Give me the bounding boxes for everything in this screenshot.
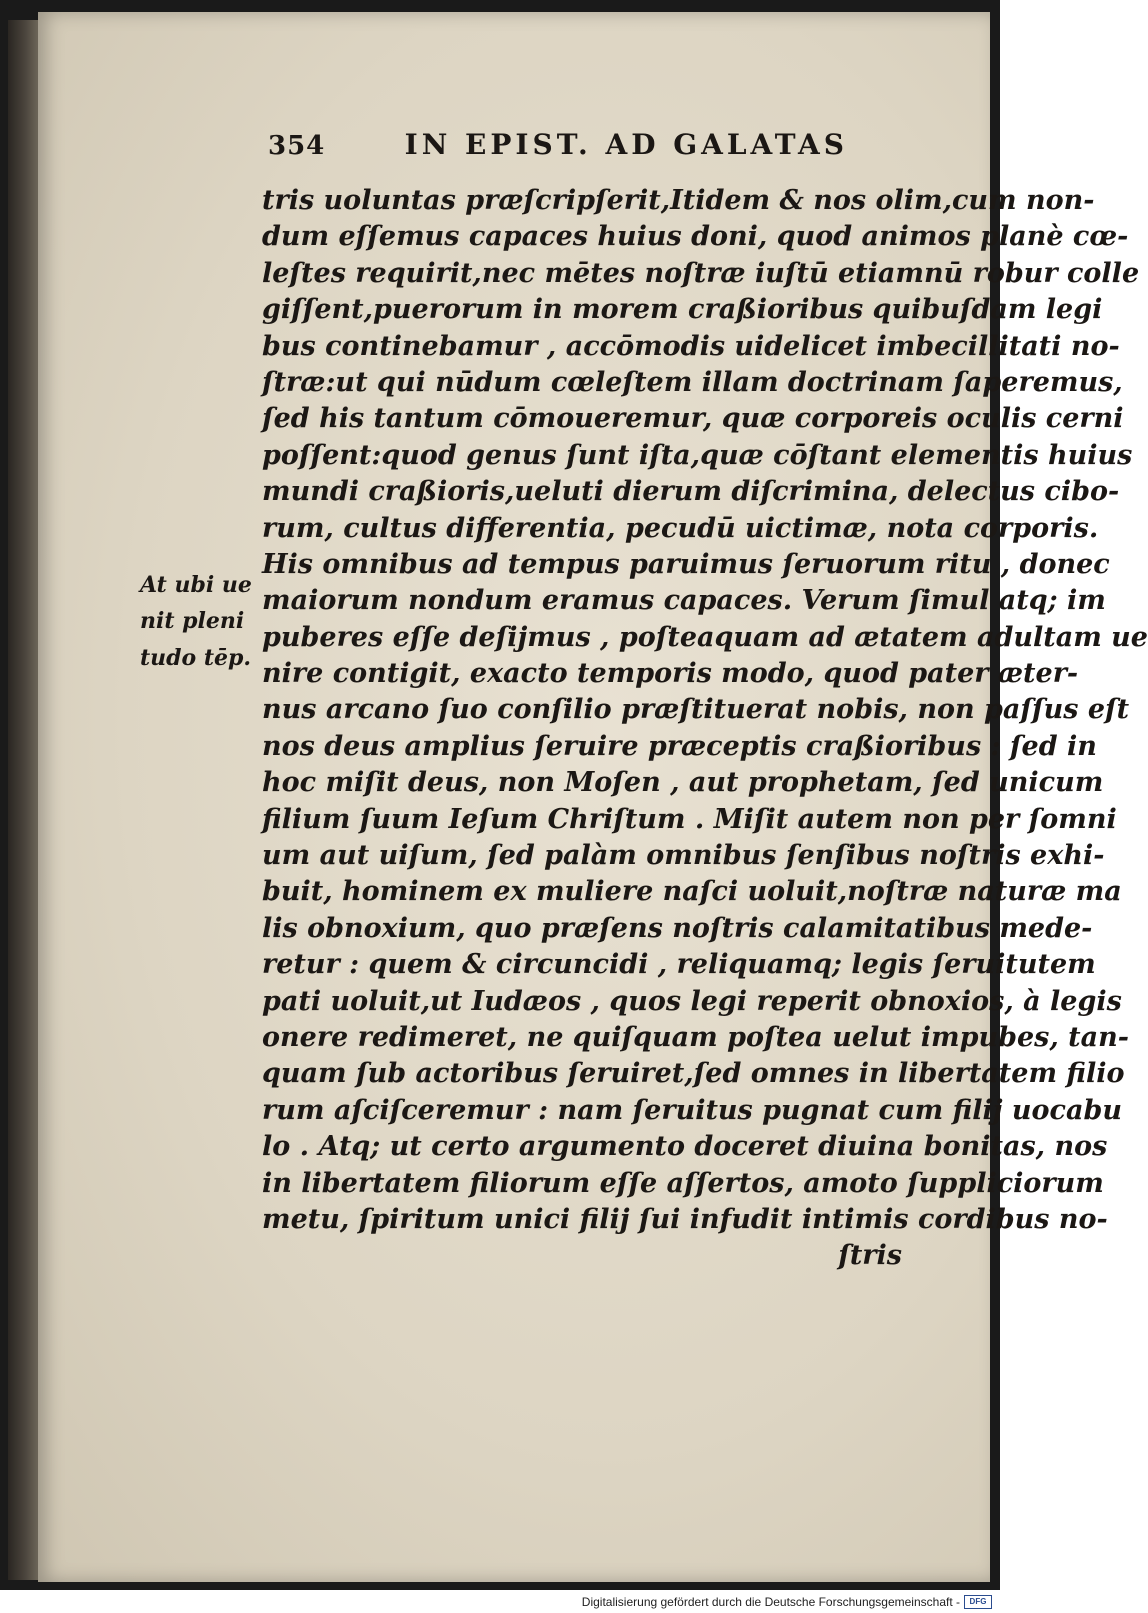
text-line: retur : quem & circuncidi , reliquamq; legis ſeruitutem xyxy=(262,949,1096,981)
text-line: His omnibus ad tempus paruimus ſeruorum ritu , donec xyxy=(262,548,1110,580)
dfg-logo: DFG xyxy=(964,1595,992,1609)
footer-credit: Digitalisierung gefördert durch die Deutsche Forschungsgemeinschaft - xyxy=(581,1595,960,1609)
text-line: tris uoluntas præſcripſerit,Itidem & nos olim,cum non- xyxy=(262,185,1095,216)
text-line: lo . Atq; ut certo argumento doceret diuina bonitas, nos xyxy=(262,1131,1108,1163)
footer xyxy=(582,1595,992,1609)
text-line: nus arcano ſuo conſilio præſtituerat nobis, non paſſus eſt xyxy=(262,694,1130,726)
body-text xyxy=(262,183,1148,1275)
text-line: rum, cultus differentia, pecudū uictimæ, nota corporis. xyxy=(262,512,1099,544)
text-line: nire contigit, exacto temporis modo, quod pater æter- xyxy=(262,658,1079,690)
text-line: bus continebamur , accōmodis uidelicet imbecillitati no- xyxy=(262,330,1120,362)
text-line: nos deus amplius ſeruire præceptis craßioribus : ſed in xyxy=(262,730,1097,762)
text-line: quam ſub actoribus ſeruiret,ſed omnes in libertatem filio xyxy=(262,1058,1125,1090)
text-line: pati uoluit,ut Iudæos , quos legi reperit obnoxios, à legis xyxy=(262,985,1122,1017)
text-line: um aut uiſum, ſed palàm omnibus ſenſibus noſtris exhi- xyxy=(262,840,1105,872)
text-line: mundi craßioris,ueluti dierum diſcrimina, delectus cibo- xyxy=(262,476,1120,508)
text-line: ſtræ:ut qui nūdum cœleſtem illam doctrinam ſaperemus, xyxy=(262,366,1123,398)
text-line: lis obnoxium, quo præſens noſtris calamitatibus mede- xyxy=(262,912,1093,944)
text-line: puberes eſſe deſijmus , poſteaquam ad ætatem adultam ue xyxy=(262,621,1148,653)
marginal-note-line: nit pleni xyxy=(140,608,245,635)
running-header xyxy=(268,128,848,161)
text-line: onere redimeret, ne quiſquam poſtea uelut impubes, tan- xyxy=(262,1021,1129,1053)
text-line: in libertatem filiorum eſſe aſſertos, amoto ſuppliciorum xyxy=(262,1167,1104,1199)
catchword: ſtris xyxy=(838,1240,902,1272)
text-line: giſſent,puerorum in morem craßioribus quibuſdam legi xyxy=(262,294,1103,326)
text-line: filium ſuum Ieſum Chriſtum . Miſit autem non per ſomni xyxy=(262,803,1117,835)
text-line: poſſent:quod genus ſunt iſta,quæ cōſtant elementis huius xyxy=(262,439,1133,471)
text-line: maiorum nondum eramus capaces. Verum ſimul atq; im xyxy=(262,585,1106,617)
marginal-note xyxy=(140,567,260,676)
page-number: 354 xyxy=(268,131,326,161)
running-title: IN EPIST. AD GALATAS xyxy=(404,128,848,161)
text-line: leſtes requirit,nec mētes noſtræ iuſtū etiamnū robur colle xyxy=(262,257,1140,289)
text-line: hoc miſit deus, non Moſen , aut prophetam, ſed unicum xyxy=(262,767,1104,799)
text-line: dum eſſemus capaces huius doni, quod animos planè cœ- xyxy=(262,221,1129,253)
text-line: rum aſciſceremur : nam ſeruitus pugnat cum filij uocabu xyxy=(262,1094,1122,1126)
marginal-note-line: tudo tēp. xyxy=(140,644,252,671)
text-line: buit, hominem ex muliere naſci uoluit,noſtræ naturæ ma xyxy=(262,876,1122,908)
marginal-note-line: At ubi ue xyxy=(140,572,252,598)
text-line: ſed his tantum cōmoueremur, quæ corporeis oculis cerni xyxy=(262,403,1124,435)
text-line: metu, ſpiritum unici filij ſui infudit intimis cordibus no- xyxy=(262,1203,1108,1235)
